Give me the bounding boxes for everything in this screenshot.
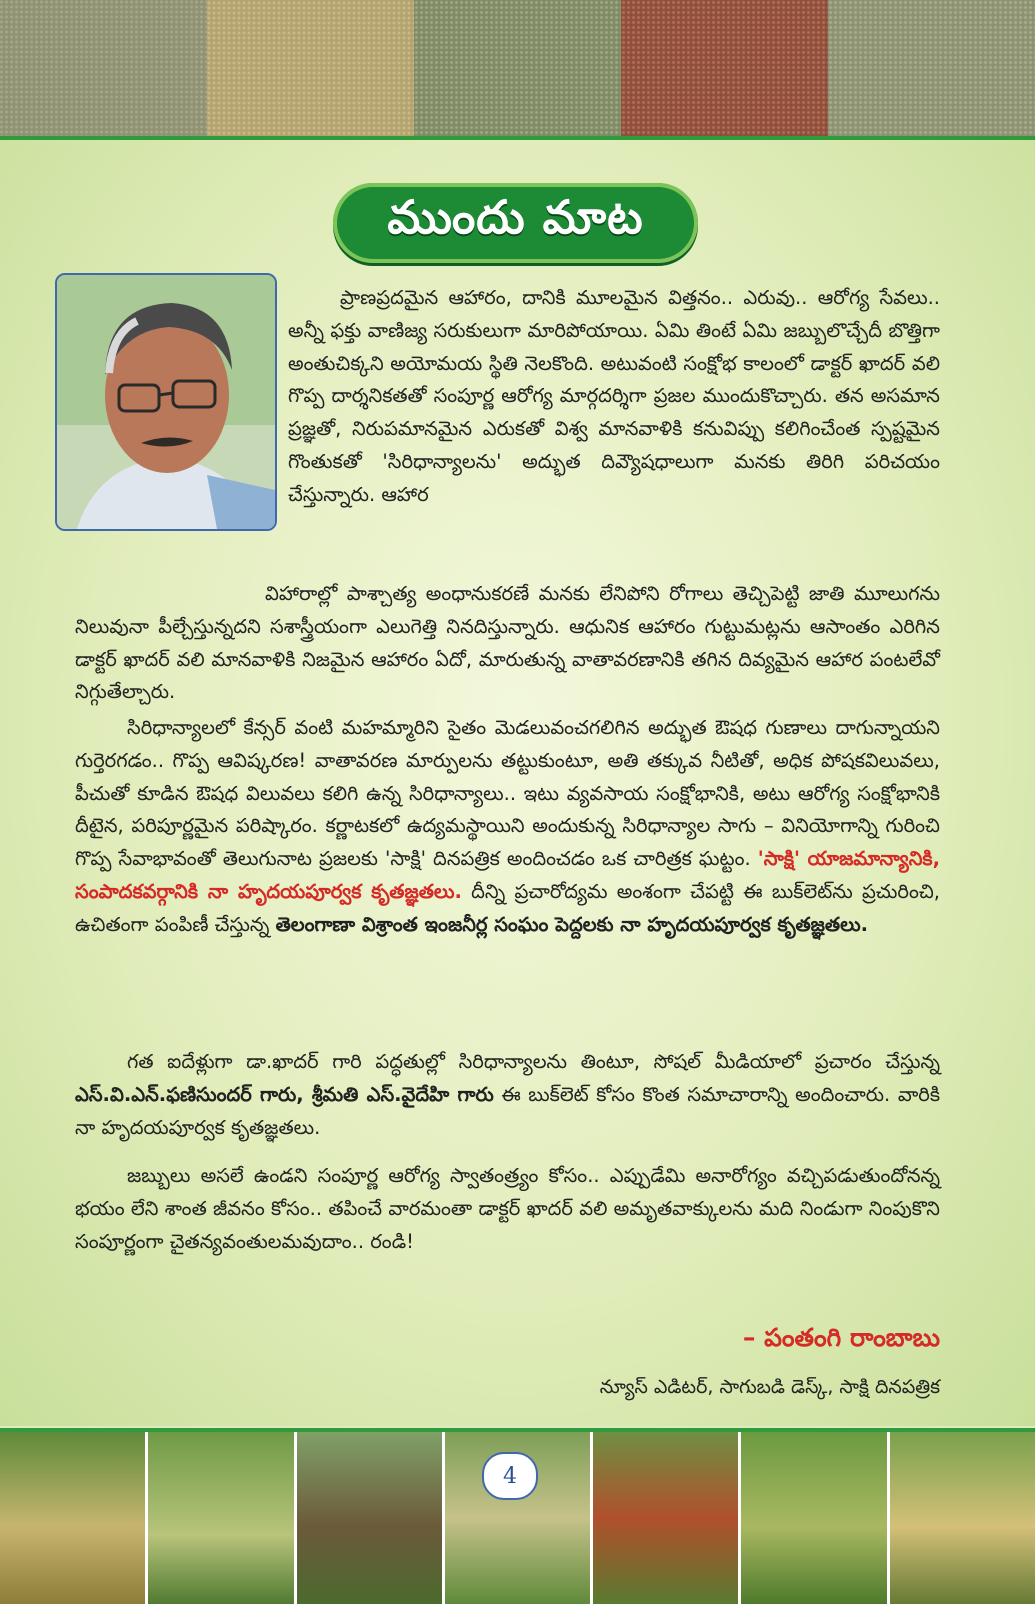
grain-image xyxy=(207,0,414,136)
crop-image xyxy=(297,1432,442,1604)
crop-image xyxy=(148,1432,293,1604)
paragraph-1-part-1: ప్రాణప్రదమైన ఆహారం, దానికి మూలమైన విత్తనం.. ఎరువు.. ఆరోగ్య సేవలు.. అన్నీ ఫక్తు వాణిజ్య సరుకులుగా మారిపోయాయి. ఏమి తింటే ఏమి జబ్బులొచ్చేదీ బొత్తిగా అంతుచిక్కని అయోమయ స్థితి నెలకొంది. అటువంటి సంక్షోభ కాలంలో డాక్టర్ ఖాదర్ వలి గొప్ప దార్శనికతతో సంపూర్ణ ఆరోగ్య మార్గదర్శిగా ప్రజల ముందుకొచ్చారు. తన అసమాన ప్రజ్ఞతో, నిరుపమానమైన ఎరుకతో విశ్వ మానవాళికి కనువిప్పు కలిగించేంత స్పష్టమైన గొంతుకతో 'సిరిధాన్యాలను' అద్భుత దివ్యౌషధాలుగా మనకు తిరిగి పరిచయం చేస్తున్నారు. ఆహార xyxy=(288,286,940,506)
crop-image xyxy=(890,1432,1035,1604)
author-designation: న్యూస్ ఎడిటర్, సాగుబడి డెస్క్, సాక్షి దినపత్రిక xyxy=(599,1376,940,1398)
thanks-engineers: తెలంగాణా విశ్రాంత ఇంజనీర్ల సంఘం పెద్దలకు నా హృదయపూర్వక కృతజ్ఞతలు. xyxy=(275,912,869,936)
page-number: 4 xyxy=(482,1452,538,1500)
paragraph-1-part-2: విహారాల్లో పాశ్చాత్య అంధానుకరణే మనకు లేనిపోని రోగాలు తెచ్చిపెట్టి జాతి మూలుగను నిలువునా పీల్చేస్తున్నదని సశాస్త్రీయంగా ఎలుగెత్తి నినదిస్తున్నారు. ఆధునిక ఆహారం గుట్టుమట్లను ఆసాంతం ఎరిగిన డాక్టర్ ఖాదర్ వలి మానవాళికి నిజమైన ఆహారం ఏదో, మారుతున్న వాతావరణానికి తగిన దివ్యమైన ఆహార పంటలేవో నిగ్గుతేల్చారు. xyxy=(75,582,940,704)
grain-image xyxy=(414,0,621,136)
grain-image xyxy=(0,0,207,136)
crop-image xyxy=(593,1432,738,1604)
grain-image xyxy=(621,0,828,136)
paragraph-2-text-2: దీన్ని ప్రచారోద్యమ అంశంగా చేపట్టి ఈ బుక్‌లెట్‌ను ప్రచురించి, ఉచితంగా పంపిణీ చేస్తున్న xyxy=(75,879,940,936)
paragraph-3-text-2: ఈ బుక్‌లెట్ కోసం కొంత సమాచారాన్ని అందించారు. వారికి నా హృదయపూర్వక కృతజ్ఞతలు. xyxy=(75,1082,940,1139)
page-title: ముందు మాట xyxy=(387,190,644,244)
contributors-names: ఎస్.వి.ఎన్.ఫణిసుందర్ గారు, శ్రీమతి ఎస్.వైదేహి గారు xyxy=(75,1082,494,1106)
thanks-sakshi: 'సాక్షి' యాజమాన్యానికి, సంపాదకవర్గానికి నా హృదయపూర్వక కృతజ్ఞతలు. xyxy=(75,847,940,903)
paragraph-2 xyxy=(75,712,940,942)
paragraph-3 xyxy=(75,1046,940,1144)
author-name: – పంతంగి రాంబాబు xyxy=(742,1323,940,1352)
title-banner xyxy=(333,183,698,263)
portrait-illustration xyxy=(57,275,275,529)
paragraph-3-text-1: గత ఐదేళ్లుగా డా.ఖాదర్ గారి పద్ధతుల్లో సిరిధాన్యాలను తింటూ, సోషల్ మీడియాలో ప్రచారం చేస్తున్న xyxy=(127,1050,940,1073)
author-photo xyxy=(55,273,277,531)
paragraph-2-text: సిరిధాన్యాలలో కేన్సర్ వంటి మహమ్మారిని సైతం మెడలువంచగలిగిన అద్భుత ఔషధ గుణాలు దాగున్నాయని గుర్తెరగడం.. గొప్ప ఆవిష్కరణ! వాతావరణ మార్పులను తట్టుకుంటూ, అతి తక్కువ నీటితో, అధిక పోషకవిలువలు, పీచుతో కూడిన ఔషధ విలువలు కలిగి ఉన్న సిరిధాన్యాలు.. ఇటు వ్యవసాయ సంక్షోభానికి, అటు ఆరోగ్య సంక్షోభానికి దీటైన, పరిపూర్ణమైన పరిష్కారం. కర్ణాటకలో ఉద్యమస్థాయిని అందుకున్న సిరిధాన్యాల సాగు – వినియోగాన్ని గురించి గొప్ప సేవాభావంతో తెలుగునాట ప్రజలకు 'సాక్షి' దినపత్రిక అందించడం ఒక చారిత్రక ఘట్టం. xyxy=(75,716,940,871)
crop-image xyxy=(0,1432,145,1604)
millet-grains-banner xyxy=(0,0,1035,140)
paragraph-4: జబ్బులు అసలే ఉండని సంపూర్ణ ఆరోగ్య స్వాతంత్ర్యం కోసం.. ఎప్పుడేమి అనారోగ్యం వచ్చిపడుతుందోనన్న భయం లేని శాంత జీవనం కోసం.. తపించే వారమంతా డాక్టర్ ఖాదర్ వలి అమృతవాక్కులను మది నిండుగా నింపుకొని సంపూర్ణంగా చైతన్యవంతులమవుదాం.. రండి! xyxy=(75,1164,940,1253)
crop-image xyxy=(741,1432,886,1604)
grain-image xyxy=(828,0,1035,136)
